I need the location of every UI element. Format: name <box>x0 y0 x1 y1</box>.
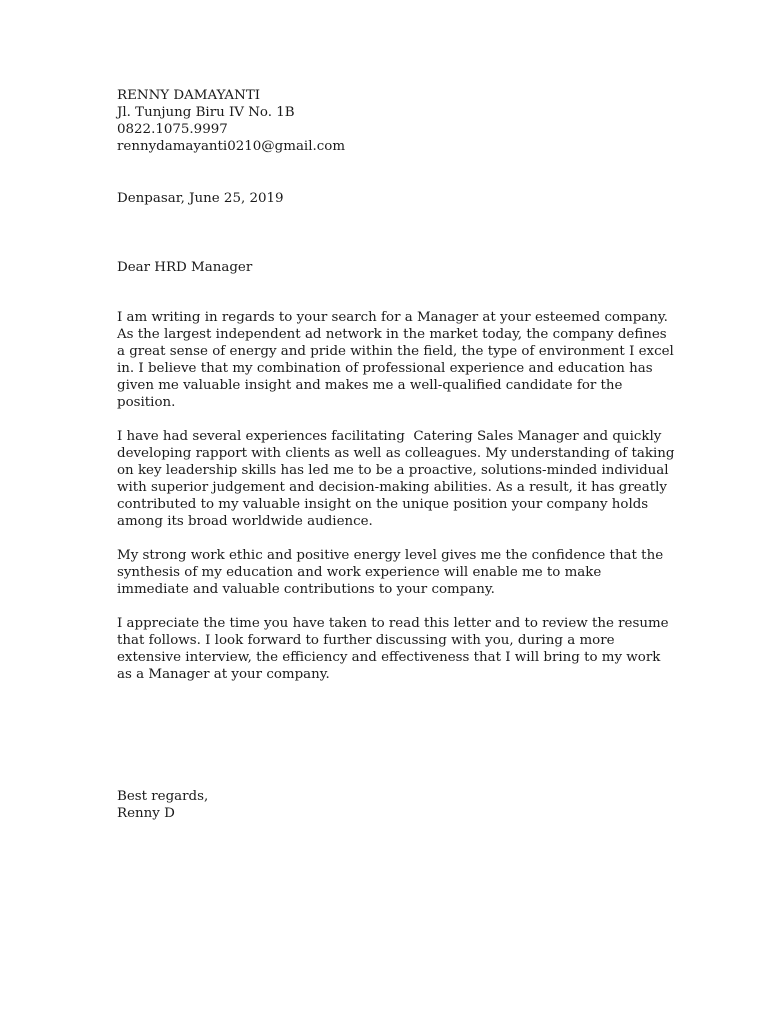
body-line: immediate and valuable contributions to your company. <box>117 582 495 597</box>
sender-address: Jl. Tunjung Biru IV No. 1B <box>117 105 295 120</box>
letter-date: Denpasar, June 25, 2019 <box>117 191 284 206</box>
body-line: extensive interview, the efficiency and effectiveness that I will bring to my work <box>117 650 661 665</box>
body-line: As the largest independent ad network in the market today, the company defines <box>117 327 667 342</box>
body-paragraph-1 <box>117 309 674 411</box>
letter-body <box>117 309 675 700</box>
body-line: with superior judgement and decision-making abilities. As a result, it has greatly <box>117 480 667 495</box>
sender-email: rennydamayanti0210@gmail.com <box>117 139 346 154</box>
body-line: My strong work ethic and positive energy level gives me the confidence that the <box>117 548 664 563</box>
body-line: developing rapport with clients as well as colleagues. My understanding of taking <box>117 446 675 461</box>
closing-block <box>117 788 208 822</box>
body-line: I am writing in regards to your search for a Manager at your esteemed company. <box>117 310 668 325</box>
body-line: synthesis of my education and work experience will enable me to make <box>117 565 602 580</box>
sender-phone: 0822.1075.9997 <box>117 122 228 137</box>
body-line: I appreciate the time you have taken to read this letter and to review the resume <box>117 616 669 631</box>
body-line: in. I believe that my combination of professional experience and education has <box>117 361 653 376</box>
body-line: I have had several experiences facilitating Catering Sales Manager and quickly <box>117 429 662 444</box>
body-line: position. <box>117 395 176 410</box>
body-line: a great sense of energy and pride within the field, the type of environment I excel <box>117 344 674 359</box>
body-line: on key leadership skills has led me to be a proactive, solutions-minded individual <box>117 463 669 478</box>
body-paragraph-4 <box>117 615 669 683</box>
body-paragraph-2 <box>117 428 675 530</box>
valediction: Best regards, <box>117 789 209 804</box>
body-line: as a Manager at your company. <box>117 667 330 682</box>
body-line: among its broad worldwide audience. <box>117 514 373 529</box>
signature: Renny D <box>117 806 175 821</box>
salutation: Dear HRD Manager <box>117 260 253 275</box>
body-paragraph-3 <box>117 547 662 598</box>
body-line: given me valuable insight and makes me a well-qualified candidate for the <box>117 378 623 393</box>
body-line: that follows. I look forward to further discussing with you, during a more <box>117 633 615 648</box>
body-line: contributed to my valuable insight on the unique position your company holds <box>117 497 649 512</box>
sender-name: RENNY DAMAYANTI <box>117 88 261 103</box>
sender-block <box>117 87 345 155</box>
